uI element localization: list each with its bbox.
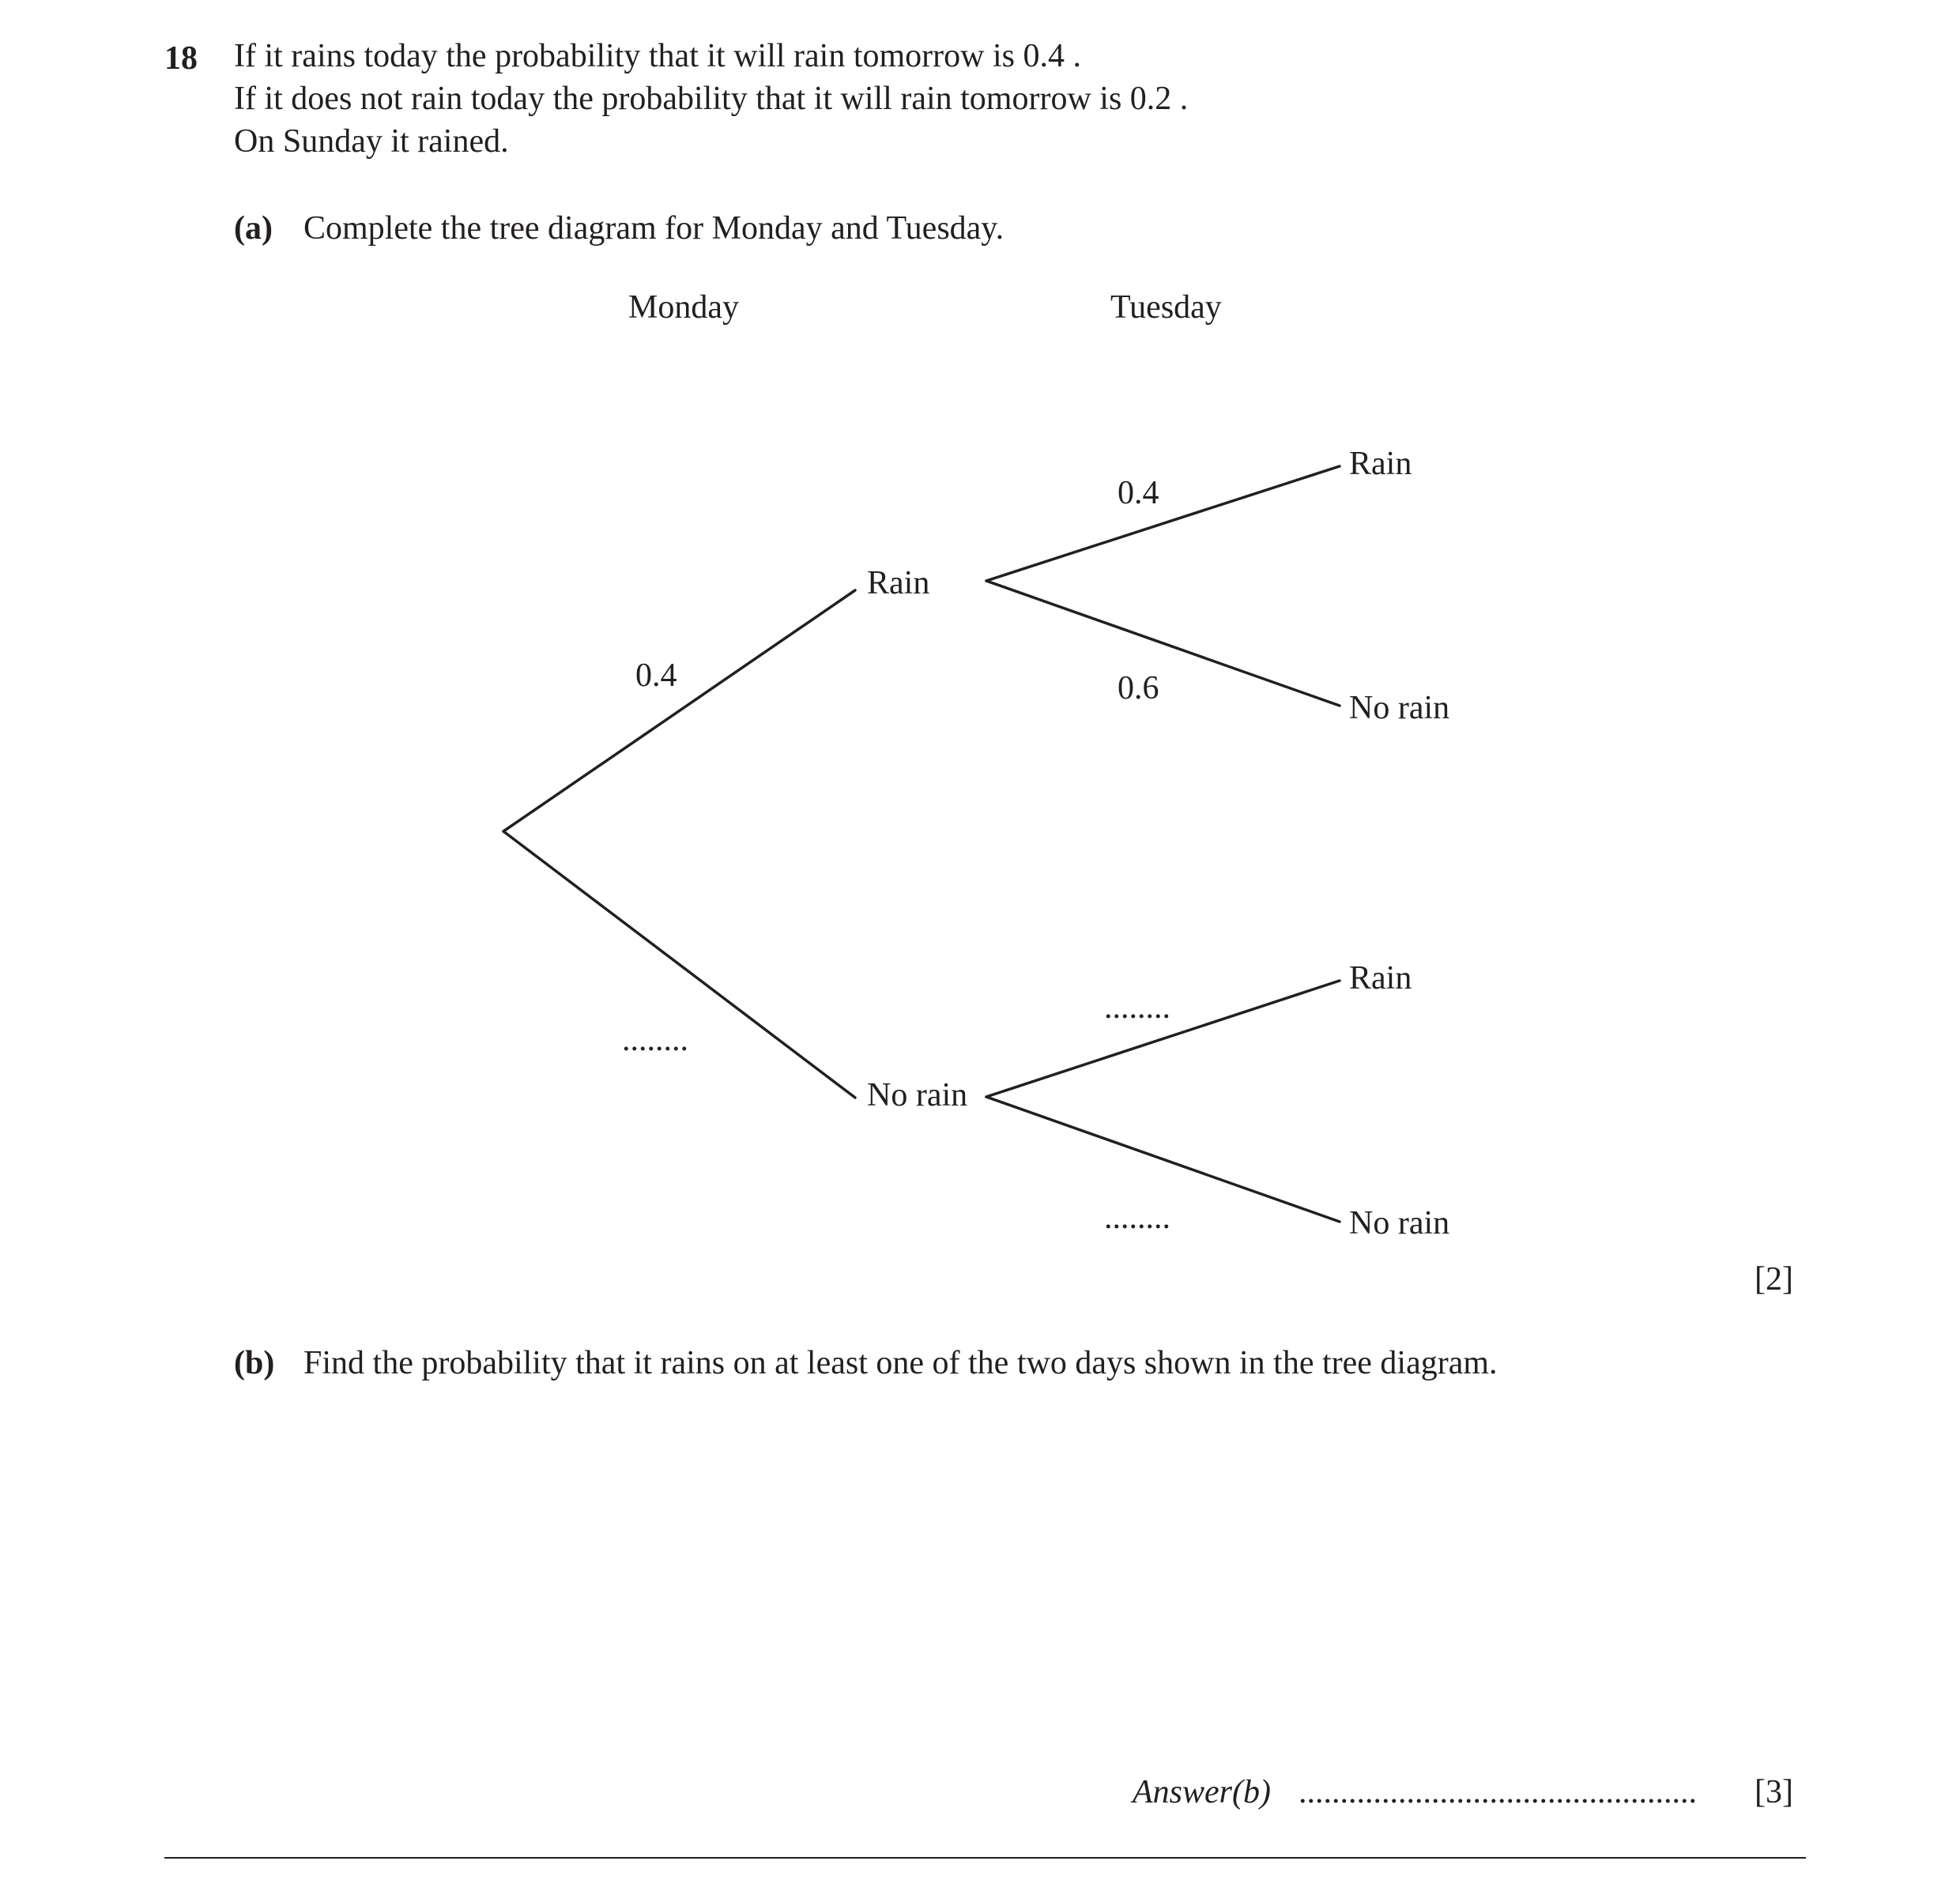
monday-no-rain-label: No rain bbox=[867, 1077, 968, 1113]
tuesday-rain-after-no-rain-label: Rain bbox=[1349, 960, 1412, 996]
part-b-label: (b) bbox=[234, 1345, 275, 1381]
branch-rain-rain bbox=[986, 466, 1340, 581]
tuesday-rain-after-rain-label: Rain bbox=[1349, 446, 1412, 482]
answer-b-input-line[interactable]: ................................................ bbox=[1298, 1774, 1697, 1810]
tuesday-no-rain-after-no-rain-prob-blank: ........ bbox=[1104, 1200, 1170, 1236]
part-a-marks: [2] bbox=[1755, 1261, 1793, 1298]
answer-b-label: Answer(b) bbox=[1133, 1774, 1271, 1810]
tuesday-header: Tuesday bbox=[1110, 289, 1222, 326]
part-b-text: Find the probability that it rains on at least one of the two days shown in the tree diagram. bbox=[303, 1345, 1498, 1381]
tuesday-no-rain-after-rain-prob: 0.6 bbox=[1118, 670, 1159, 706]
branch-monday-rain bbox=[503, 590, 855, 831]
tuesday-no-rain-after-rain-label: No rain bbox=[1349, 690, 1450, 726]
question-number: 18 bbox=[164, 40, 198, 77]
tuesday-rain-after-rain-prob: 0.4 bbox=[1118, 475, 1159, 511]
branch-rain-no-rain bbox=[986, 581, 1340, 706]
tuesday-rain-after-no-rain-prob-blank: ........ bbox=[1104, 989, 1170, 1026]
part-a-text: Complete the tree diagram for Monday and Tuesday. bbox=[303, 210, 1004, 247]
question-line-3: On Sunday it rained. bbox=[234, 123, 509, 160]
monday-header: Monday bbox=[628, 289, 739, 326]
monday-no-rain-prob-blank: ........ bbox=[622, 1022, 688, 1058]
question-line-2: If it does not rain today the probability that it will rain tomorrow is 0.2 . bbox=[234, 81, 1189, 117]
bottom-rule bbox=[164, 1857, 1806, 1859]
monday-rain-prob: 0.4 bbox=[635, 657, 677, 694]
tuesday-no-rain-after-no-rain-label: No rain bbox=[1349, 1205, 1450, 1241]
part-a-label: (a) bbox=[234, 210, 273, 247]
part-b-marks: [3] bbox=[1755, 1774, 1793, 1810]
monday-rain-label: Rain bbox=[867, 565, 930, 601]
question-line-1: If it rains today the probability that it will rain tomorrow is 0.4 . bbox=[234, 38, 1081, 74]
